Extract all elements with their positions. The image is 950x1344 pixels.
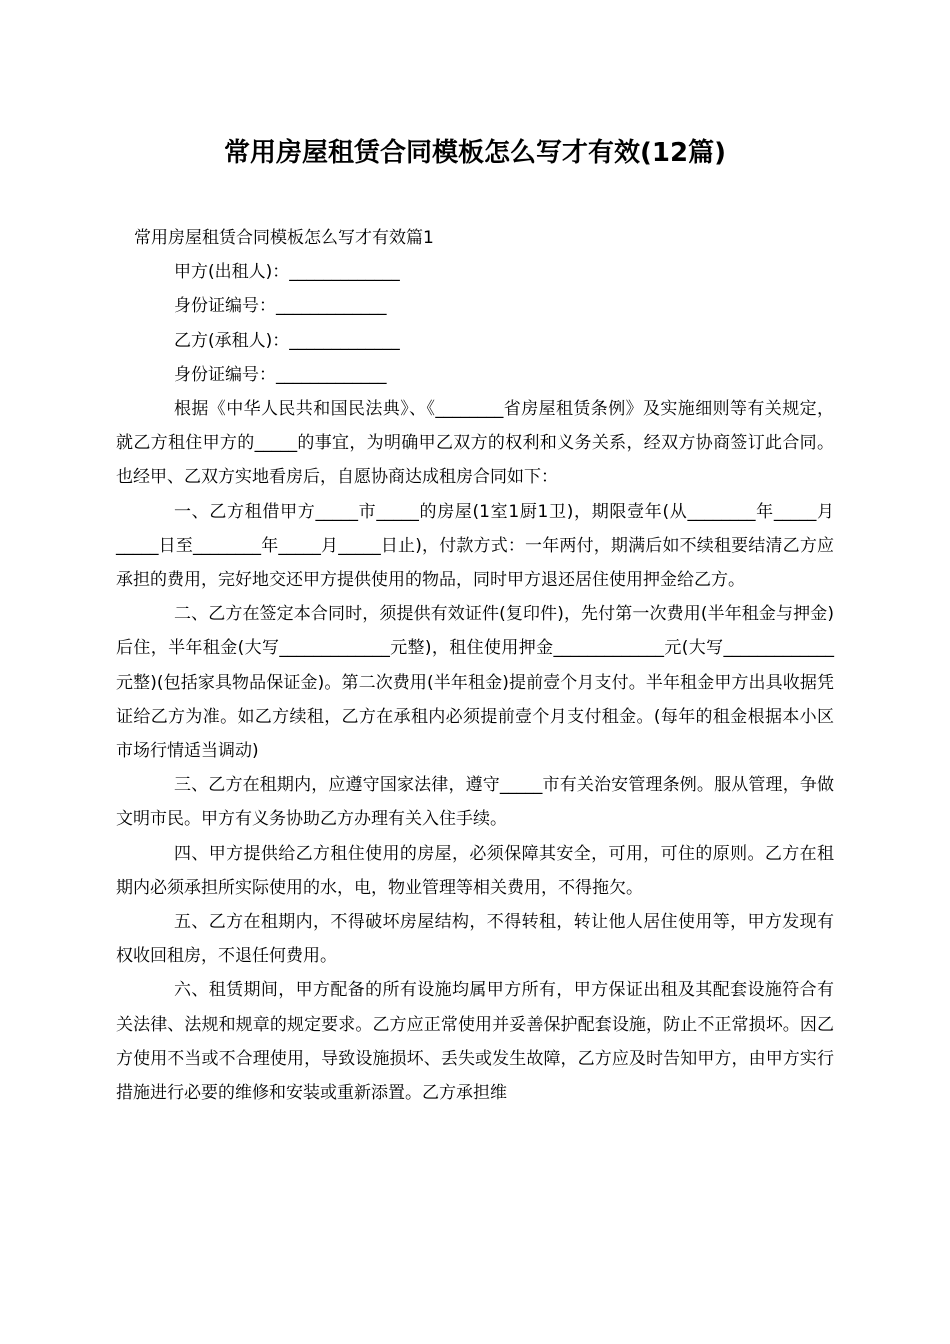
lessor-id-field: 身份证编号：_____________ [174, 296, 387, 317]
document-title: 常用房屋租赁合同模板怎么写才有效(12篇) [224, 138, 726, 168]
clause-1-paragraph: 一、乙方租借甲方_____市_____的房屋(1室1厨1卫)，期限壹年(从________年_____月_____日至________年_____月_____日止)，付款方式：一年两付，期满后如不续租要结清乙方应承担的费用，完好地交还甲方提供使用的物品，同时甲方退还居住使用押金给乙方。 [116, 501, 834, 591]
clause-3-paragraph: 三、乙方在租期内，应遵守国家法律，遵守_____市有关治安管理条例。服从管理，争做文明市民。甲方有义务协助乙方办理有关入住手续。 [116, 775, 834, 830]
document-body [116, 221, 834, 1110]
section-heading: 常用房屋租赁合同模板怎么写才有效篇1 [134, 228, 434, 248]
clause-4-paragraph: 四、甲方提供给乙方租住使用的房屋，必须保障其安全，可用，可住的原则。乙方在租期内必须承担所实际使用的水，电，物业管理等相关费用，不得拖欠。 [116, 843, 834, 898]
preamble-paragraph: 根据《中华人民共和国民法典》、《________省房屋租赁条例》及实施细则等有关规定，就乙方租住甲方的_____的事宜，为明确甲乙双方的权利和义务关系，经双方协商签订此合同。也经甲、乙双方实地看房后，自愿协商达成租房合同如下： [116, 399, 834, 488]
lessee-field: 乙方(承租人)：_____________ [174, 330, 400, 351]
clause-6-paragraph: 六、租赁期间，甲方配备的所有设施均属甲方所有，甲方保证出租及其配套设施符合有关法律、法规和规章的规定要求。乙方应正常使用并妥善保护配套设施，防止不正常损坏。因乙方使用不当或不合理使用，导致设施损坏、丢失或发生故障，乙方应及时告知甲方，由甲方实行措施进行必要的维修和安装或重新添置。乙方承担维 [116, 980, 834, 1104]
clause-5-paragraph: 五、乙方在租期内，不得破坏房屋结构，不得转租，转让他人居住使用等，甲方发现有权收回租房，不退任何费用。 [116, 912, 834, 967]
lessee-id-field: 身份证编号：_____________ [174, 364, 387, 385]
lessor-field: 甲方(出租人)：_____________ [174, 262, 400, 283]
clause-2-paragraph: 二、乙方在签定本合同时，须提供有效证件(复印件)，先付第一次费用(半年租金与押金)后住，半年租金(大写_____________元整)，租住使用押金_____________元(大写_____________元整)(包括家具物品保证金)。第二次费用(半年租金)提前壹个月支付。半年租金甲方出具收据凭证给乙方为准。如乙方续租，乙方在承租内必须提前壹个月支付租金。(每年的租金根据本小区市场行情适当调动) [116, 604, 834, 762]
